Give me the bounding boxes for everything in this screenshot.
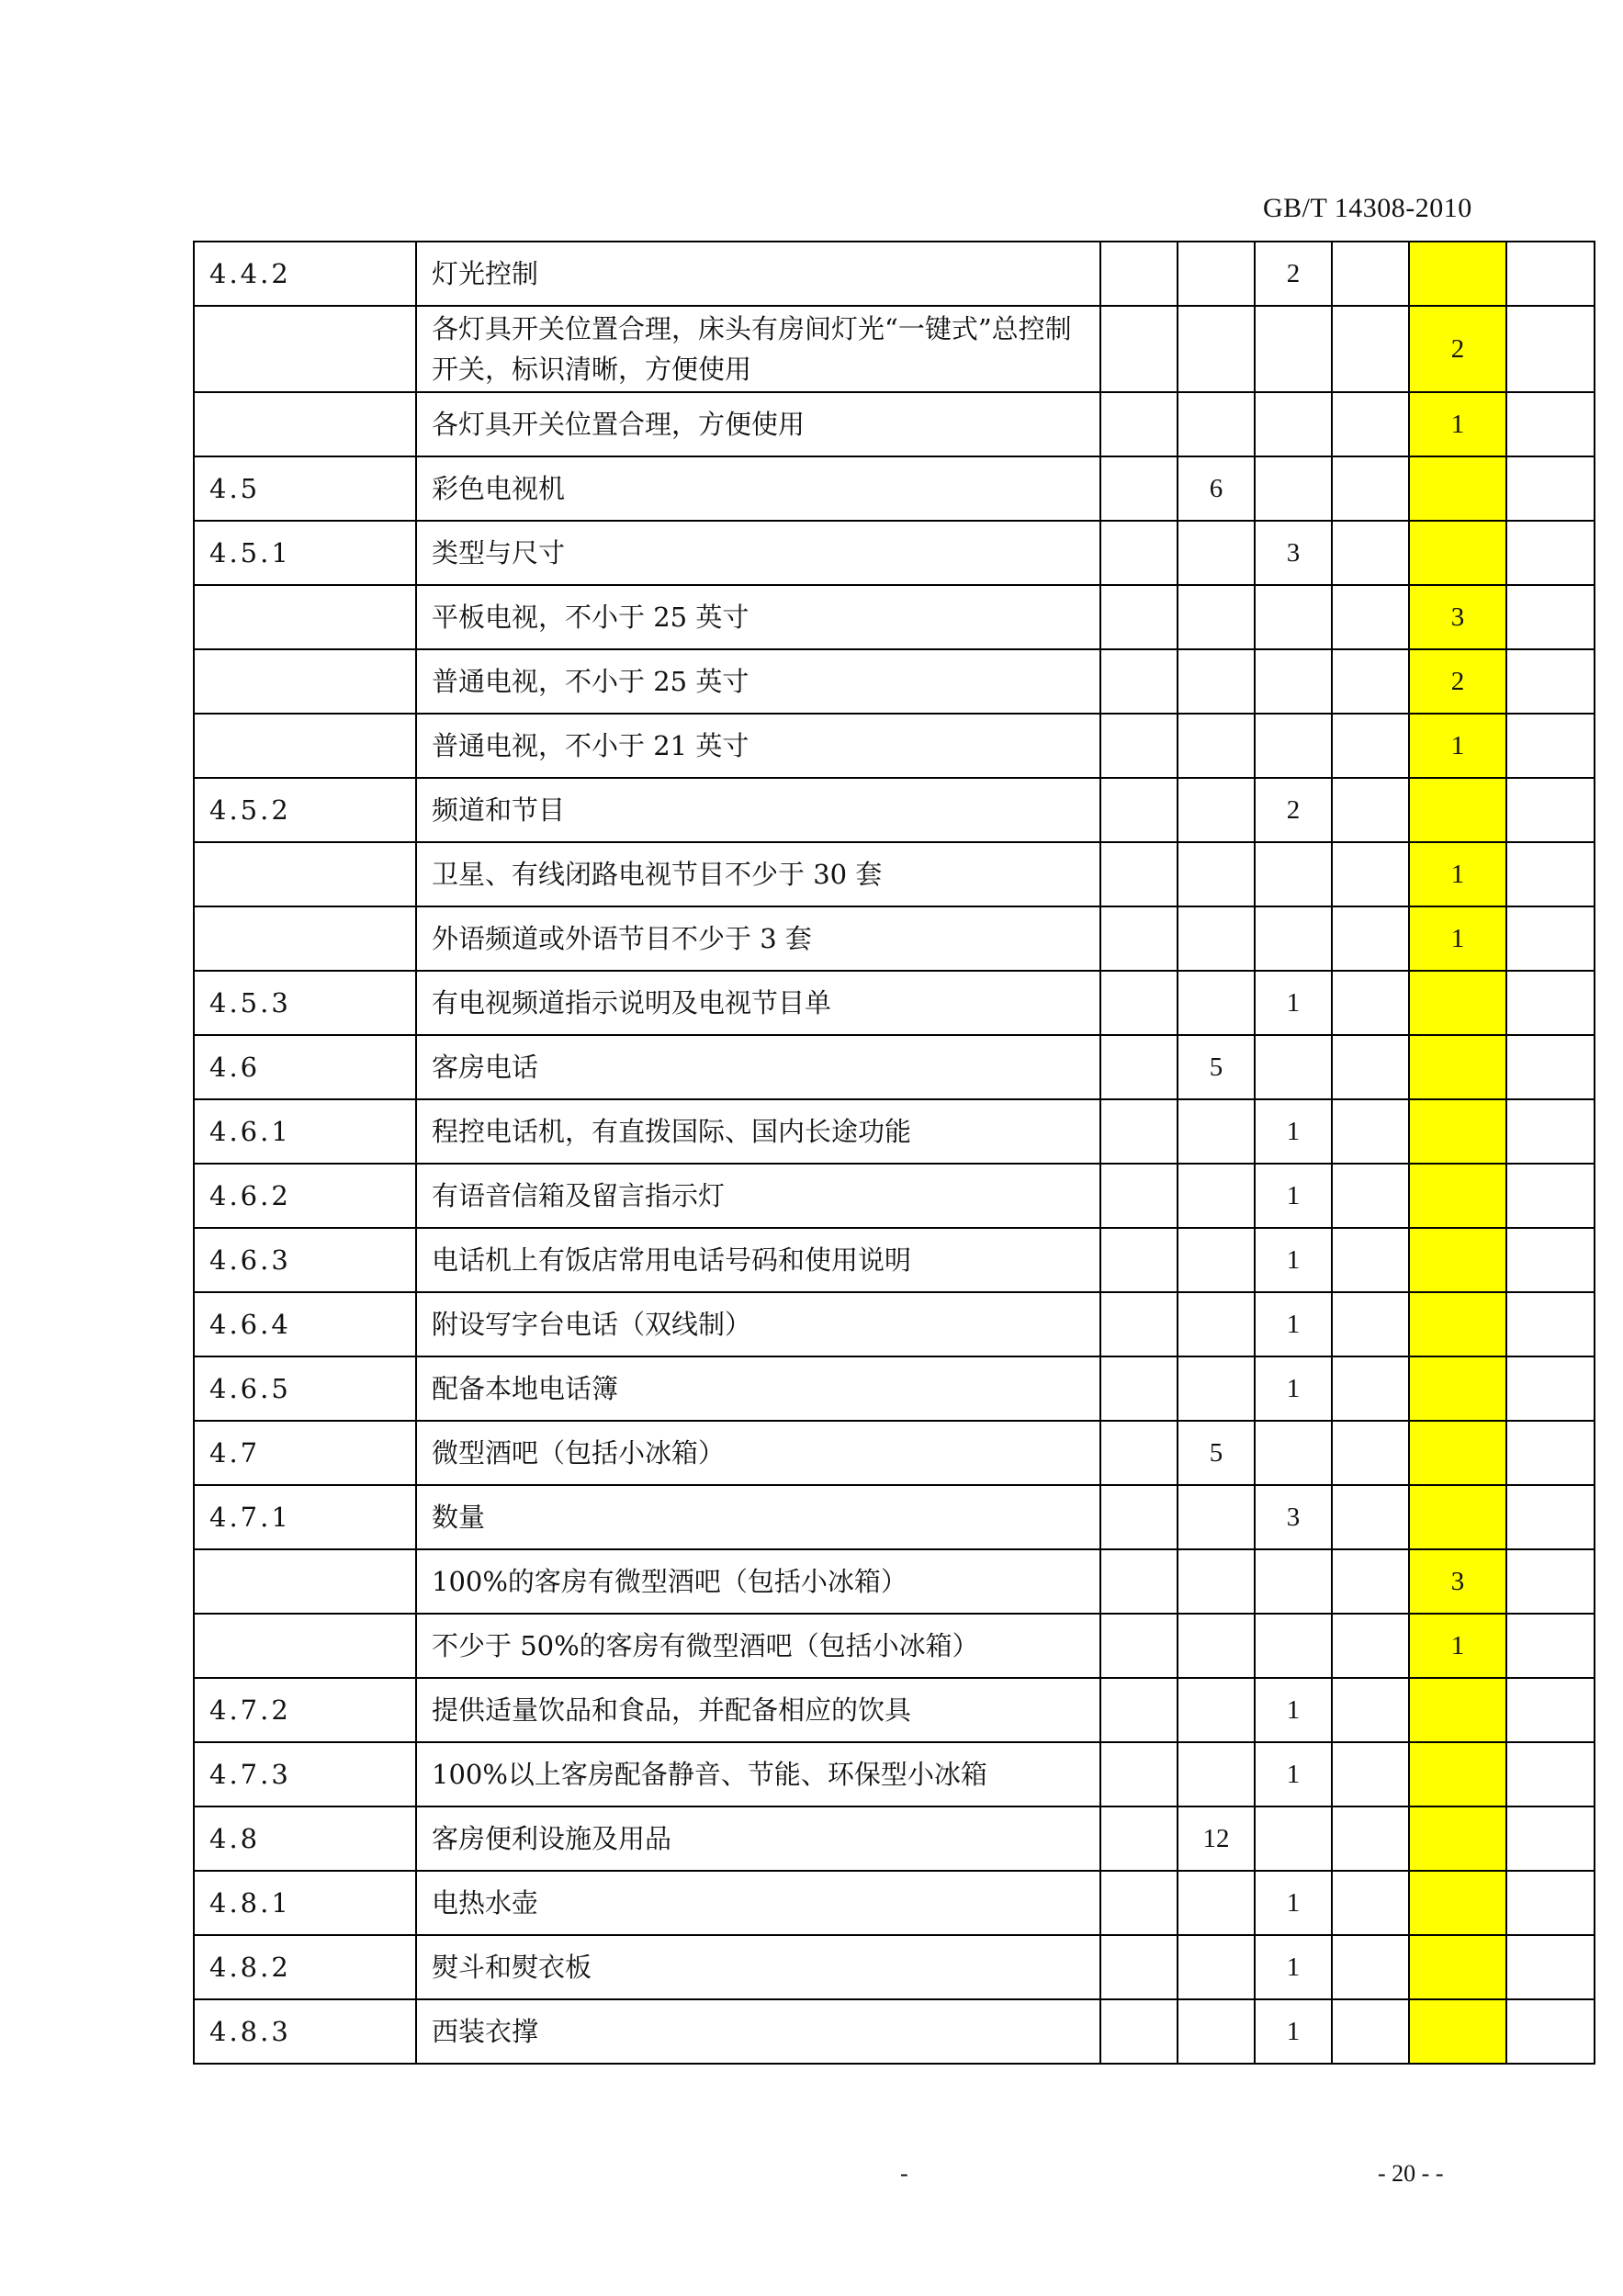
column-6: [1506, 649, 1595, 714]
table-row: [194, 242, 1595, 306]
subitem-points: [1255, 392, 1332, 456]
table-row: [194, 521, 1595, 585]
column-4: [1332, 1099, 1409, 1164]
table-row: [194, 1356, 1595, 1421]
table-row: [194, 714, 1595, 778]
column-6: [1506, 1421, 1595, 1485]
option-score: 2: [1409, 649, 1506, 714]
table-row: [194, 1164, 1595, 1228]
table-row: [194, 1228, 1595, 1292]
footer-dash: -: [900, 2160, 908, 2187]
option-score: [1409, 521, 1506, 585]
column-6: [1506, 1806, 1595, 1871]
table-row: [194, 1292, 1595, 1356]
column-6: [1506, 456, 1595, 521]
column-1: [1100, 1935, 1178, 1999]
item-description: 客房便利设施及用品: [416, 1806, 1100, 1871]
item-number: 4.8: [194, 1806, 416, 1871]
table-row: [194, 306, 1595, 392]
column-6: [1506, 1742, 1595, 1806]
item-description: 电话机上有饭店常用电话号码和使用说明: [416, 1228, 1100, 1292]
column-4: [1332, 585, 1409, 649]
column-1: [1100, 1678, 1178, 1742]
column-1: [1100, 1164, 1178, 1228]
column-4: [1332, 714, 1409, 778]
column-6: [1506, 242, 1595, 306]
item-number: [194, 306, 416, 392]
option-score: 3: [1409, 585, 1506, 649]
item-number: 4.5: [194, 456, 416, 521]
category-points: [1178, 1871, 1255, 1935]
column-1: [1100, 585, 1178, 649]
item-number: 4.7: [194, 1421, 416, 1485]
column-4: [1332, 778, 1409, 842]
column-4: [1332, 392, 1409, 456]
category-points: [1178, 585, 1255, 649]
item-number: [194, 842, 416, 906]
column-1: [1100, 1871, 1178, 1935]
subitem-points: [1255, 1421, 1332, 1485]
column-6: [1506, 1999, 1595, 2064]
column-1: [1100, 1035, 1178, 1099]
column-6: [1506, 778, 1595, 842]
category-points: [1178, 1614, 1255, 1678]
subitem-points: 1: [1255, 1099, 1332, 1164]
table-row: [194, 1871, 1595, 1935]
column-1: [1100, 1742, 1178, 1806]
column-1: [1100, 1485, 1178, 1549]
column-1: [1100, 649, 1178, 714]
subitem-points: 1: [1255, 1678, 1332, 1742]
column-6: [1506, 521, 1595, 585]
column-4: [1332, 906, 1409, 971]
table-row: [194, 842, 1595, 906]
item-number: 4.6.4: [194, 1292, 416, 1356]
column-6: [1506, 1871, 1595, 1935]
column-4: [1332, 1935, 1409, 1999]
column-6: [1506, 585, 1595, 649]
column-1: [1100, 842, 1178, 906]
column-4: [1332, 456, 1409, 521]
subitem-points: [1255, 306, 1332, 392]
option-score: 1: [1409, 392, 1506, 456]
item-description: 客房电话: [416, 1035, 1100, 1099]
table-row: [194, 906, 1595, 971]
subitem-points: 1: [1255, 1871, 1332, 1935]
option-score: 2: [1409, 306, 1506, 392]
category-points: [1178, 1485, 1255, 1549]
item-description: 附设写字台电话（双线制）: [416, 1292, 1100, 1356]
column-4: [1332, 1485, 1409, 1549]
column-1: [1100, 906, 1178, 971]
item-description: 有语音信箱及留言指示灯: [416, 1164, 1100, 1228]
subitem-points: [1255, 1614, 1332, 1678]
item-number: 4.6.3: [194, 1228, 416, 1292]
category-points: [1178, 521, 1255, 585]
column-1: [1100, 714, 1178, 778]
column-4: [1332, 1228, 1409, 1292]
item-description: 各灯具开关位置合理，方便使用: [416, 392, 1100, 456]
item-description: 100%以上客房配备静音、节能、环保型小冰箱: [416, 1742, 1100, 1806]
table-row: [194, 1999, 1595, 2064]
column-1: [1100, 971, 1178, 1035]
column-6: [1506, 1485, 1595, 1549]
category-points: [1178, 649, 1255, 714]
column-1: [1100, 1806, 1178, 1871]
item-description: 不少于 50%的客房有微型酒吧（包括小冰箱）: [416, 1614, 1100, 1678]
column-6: [1506, 1356, 1595, 1421]
table-row: [194, 649, 1595, 714]
column-6: [1506, 1099, 1595, 1164]
item-number: 4.6: [194, 1035, 416, 1099]
standard-code: GB/T 14308-2010: [1263, 193, 1472, 223]
subitem-points: [1255, 906, 1332, 971]
item-description: 100%的客房有微型酒吧（包括小冰箱）: [416, 1549, 1100, 1614]
option-score: [1409, 1356, 1506, 1421]
item-description: 微型酒吧（包括小冰箱）: [416, 1421, 1100, 1485]
item-description: 灯光控制: [416, 242, 1100, 306]
table-row: [194, 1549, 1595, 1614]
column-1: [1100, 1614, 1178, 1678]
category-points: [1178, 1356, 1255, 1421]
item-description: 电热水壶: [416, 1871, 1100, 1935]
category-points: [1178, 714, 1255, 778]
item-number: 4.7.2: [194, 1678, 416, 1742]
subitem-points: [1255, 456, 1332, 521]
item-number: [194, 1614, 416, 1678]
category-points: [1178, 1935, 1255, 1999]
subitem-points: 1: [1255, 1228, 1332, 1292]
column-4: [1332, 521, 1409, 585]
category-points: [1178, 1999, 1255, 2064]
column-4: [1332, 1614, 1409, 1678]
item-description: 程控电话机，有直拨国际、国内长途功能: [416, 1099, 1100, 1164]
subitem-points: [1255, 1035, 1332, 1099]
category-points: [1178, 1549, 1255, 1614]
item-number: [194, 392, 416, 456]
page-number: - 20 - -: [1378, 2160, 1444, 2187]
category-points: [1178, 842, 1255, 906]
item-description: 数量: [416, 1485, 1100, 1549]
table-row: [194, 1035, 1595, 1099]
subitem-points: [1255, 649, 1332, 714]
table-row: [194, 392, 1595, 456]
subitem-points: [1255, 714, 1332, 778]
scoring-table: [193, 241, 1595, 2065]
item-description: 各灯具开关位置合理，床头有房间灯光“一键式”总控制开关，标识清晰，方便使用: [416, 306, 1100, 392]
category-points: [1178, 971, 1255, 1035]
option-score: [1409, 1999, 1506, 2064]
column-1: [1100, 1999, 1178, 2064]
subitem-points: [1255, 842, 1332, 906]
column-6: [1506, 1549, 1595, 1614]
option-score: [1409, 1164, 1506, 1228]
column-4: [1332, 1292, 1409, 1356]
item-description: 提供适量饮品和食品，并配备相应的饮具: [416, 1678, 1100, 1742]
column-6: [1506, 971, 1595, 1035]
table-row: [194, 1421, 1595, 1485]
item-number: 4.4.2: [194, 242, 416, 306]
column-4: [1332, 1678, 1409, 1742]
item-description: 类型与尺寸: [416, 521, 1100, 585]
column-1: [1100, 456, 1178, 521]
item-number: 4.8.1: [194, 1871, 416, 1935]
column-4: [1332, 306, 1409, 392]
option-score: [1409, 1871, 1506, 1935]
item-description: 配备本地电话簿: [416, 1356, 1100, 1421]
category-points: [1178, 1678, 1255, 1742]
subitem-points: 2: [1255, 242, 1332, 306]
subitem-points: [1255, 1549, 1332, 1614]
option-score: [1409, 1678, 1506, 1742]
category-points: [1178, 1292, 1255, 1356]
option-score: 1: [1409, 1614, 1506, 1678]
column-4: [1332, 1035, 1409, 1099]
category-points: [1178, 1164, 1255, 1228]
item-description: 熨斗和熨衣板: [416, 1935, 1100, 1999]
table-row: [194, 1806, 1595, 1871]
table-row: [194, 456, 1595, 521]
column-6: [1506, 1228, 1595, 1292]
subitem-points: [1255, 585, 1332, 649]
option-score: [1409, 1228, 1506, 1292]
subitem-points: 1: [1255, 1292, 1332, 1356]
column-4: [1332, 1356, 1409, 1421]
column-4: [1332, 1999, 1409, 2064]
column-1: [1100, 1421, 1178, 1485]
column-6: [1506, 906, 1595, 971]
column-1: [1100, 242, 1178, 306]
column-6: [1506, 1935, 1595, 1999]
option-score: [1409, 1742, 1506, 1806]
item-description: 外语频道或外语节目不少于 3 套: [416, 906, 1100, 971]
category-points: 5: [1178, 1035, 1255, 1099]
option-score: [1409, 1935, 1506, 1999]
item-description: 频道和节目: [416, 778, 1100, 842]
table-row: [194, 1678, 1595, 1742]
column-4: [1332, 1421, 1409, 1485]
subitem-points: 1: [1255, 1999, 1332, 2064]
item-number: 4.7.3: [194, 1742, 416, 1806]
table-row: [194, 1935, 1595, 1999]
option-score: [1409, 1806, 1506, 1871]
item-number: [194, 585, 416, 649]
item-number: [194, 906, 416, 971]
category-points: 6: [1178, 456, 1255, 521]
category-points: [1178, 392, 1255, 456]
item-description: 平板电视，不小于 25 英寸: [416, 585, 1100, 649]
option-score: [1409, 1035, 1506, 1099]
option-score: [1409, 1421, 1506, 1485]
column-1: [1100, 1099, 1178, 1164]
category-points: [1178, 1099, 1255, 1164]
category-points: [1178, 1228, 1255, 1292]
table-row: [194, 585, 1595, 649]
column-4: [1332, 971, 1409, 1035]
column-4: [1332, 1806, 1409, 1871]
item-description: 西装衣撑: [416, 1999, 1100, 2064]
option-score: [1409, 1485, 1506, 1549]
item-number: 4.6.1: [194, 1099, 416, 1164]
column-4: [1332, 1549, 1409, 1614]
column-6: [1506, 1614, 1595, 1678]
column-4: [1332, 1871, 1409, 1935]
column-6: [1506, 1164, 1595, 1228]
item-number: 4.8.3: [194, 1999, 416, 2064]
subitem-points: 2: [1255, 778, 1332, 842]
category-points: [1178, 306, 1255, 392]
category-points: [1178, 906, 1255, 971]
category-points: [1178, 1742, 1255, 1806]
table-row: [194, 971, 1595, 1035]
option-score: 1: [1409, 906, 1506, 971]
column-1: [1100, 392, 1178, 456]
column-6: [1506, 842, 1595, 906]
item-description: 有电视频道指示说明及电视节目单: [416, 971, 1100, 1035]
subitem-points: 1: [1255, 971, 1332, 1035]
column-4: [1332, 242, 1409, 306]
column-1: [1100, 1356, 1178, 1421]
subitem-points: 1: [1255, 1935, 1332, 1999]
option-score: [1409, 971, 1506, 1035]
subitem-points: [1255, 1806, 1332, 1871]
column-4: [1332, 842, 1409, 906]
column-1: [1100, 1292, 1178, 1356]
column-6: [1506, 1292, 1595, 1356]
item-description: 普通电视，不小于 25 英寸: [416, 649, 1100, 714]
item-number: 4.5.2: [194, 778, 416, 842]
subitem-points: 3: [1255, 521, 1332, 585]
subitem-points: 1: [1255, 1356, 1332, 1421]
option-score: [1409, 242, 1506, 306]
category-points: [1178, 242, 1255, 306]
column-6: [1506, 1678, 1595, 1742]
table-row: [194, 1742, 1595, 1806]
column-1: [1100, 1549, 1178, 1614]
category-points: [1178, 778, 1255, 842]
subitem-points: 1: [1255, 1742, 1332, 1806]
column-1: [1100, 306, 1178, 392]
option-score: 1: [1409, 714, 1506, 778]
option-score: 3: [1409, 1549, 1506, 1614]
item-number: 4.7.1: [194, 1485, 416, 1549]
category-points: 12: [1178, 1806, 1255, 1871]
item-number: [194, 1549, 416, 1614]
column-6: [1506, 1035, 1595, 1099]
table-row: [194, 1614, 1595, 1678]
column-1: [1100, 778, 1178, 842]
column-4: [1332, 1164, 1409, 1228]
item-description: 卫星、有线闭路电视节目不少于 30 套: [416, 842, 1100, 906]
item-description: 普通电视，不小于 21 英寸: [416, 714, 1100, 778]
option-score: [1409, 1099, 1506, 1164]
column-1: [1100, 1228, 1178, 1292]
option-score: [1409, 778, 1506, 842]
item-number: 4.5.1: [194, 521, 416, 585]
item-number: 4.6.5: [194, 1356, 416, 1421]
item-number: 4.5.3: [194, 971, 416, 1035]
table-row: [194, 1099, 1595, 1164]
column-6: [1506, 392, 1595, 456]
item-number: [194, 649, 416, 714]
table-row: [194, 1485, 1595, 1549]
column-1: [1100, 521, 1178, 585]
table-row: [194, 778, 1595, 842]
item-number: 4.8.2: [194, 1935, 416, 1999]
column-6: [1506, 714, 1595, 778]
option-score: [1409, 1292, 1506, 1356]
item-description: 彩色电视机: [416, 456, 1100, 521]
item-number: [194, 714, 416, 778]
subitem-points: 3: [1255, 1485, 1332, 1549]
column-4: [1332, 649, 1409, 714]
category-points: 5: [1178, 1421, 1255, 1485]
item-number: 4.6.2: [194, 1164, 416, 1228]
column-4: [1332, 1742, 1409, 1806]
option-score: [1409, 456, 1506, 521]
option-score: 1: [1409, 842, 1506, 906]
subitem-points: 1: [1255, 1164, 1332, 1228]
column-6: [1506, 306, 1595, 392]
